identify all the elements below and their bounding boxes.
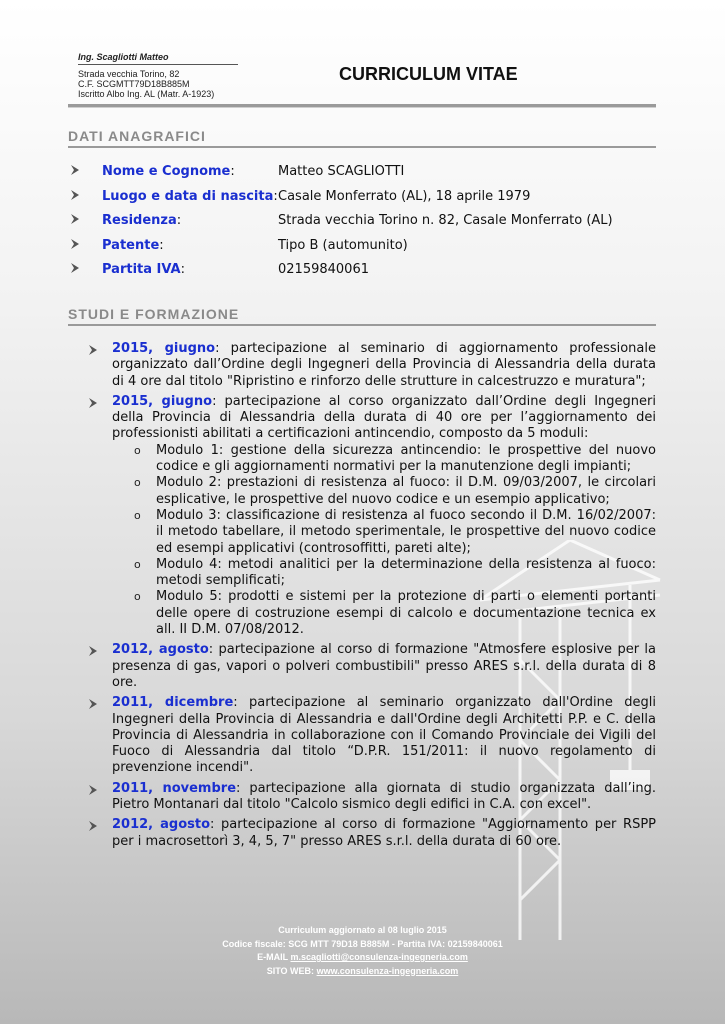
studi-entry: [88, 817, 656, 850]
dati-label: [102, 262, 278, 277]
dati-row: [68, 261, 656, 286]
studi-entry: [88, 642, 656, 691]
dati-row: [68, 188, 656, 213]
entry-date: 2011, novembre: [112, 780, 237, 796]
circle-bullet-icon: o: [134, 443, 141, 457]
arrow-bullet-icon: [88, 645, 98, 657]
entry-text: : partecipazione al seminario organizzato dall'Ordine degli Ingegneri della Provincia di Alessandria e dall'Ordine degli Architetti P.P. e C. della Provincia di Alessandria in collaborazione con il Comando Provinciale dei Vigili del Fuoco di Alessandria dal titolo “D.P.R. 151/2011: il nuovo regolamento di prevenzione incendi".: [112, 695, 657, 776]
entry-text: : partecipazione al corso di formazione "Aggiornamento per RSPP per i macrosettorì 3, 4, 5, 7" presso ARES s.r.l. della durata di 60 ore.: [112, 817, 656, 849]
footer-site-line: [0, 965, 725, 979]
dati-label-text: Nome e Cognome: [102, 164, 231, 179]
dati-label: [102, 213, 278, 228]
module-item: [134, 475, 656, 508]
header-registration: Iscritto Albo Ing. AL (Matr. A-1923): [78, 89, 215, 99]
entry-date: 2015, giugno: [112, 393, 213, 409]
circle-bullet-icon: o: [134, 476, 141, 490]
dati-label-sep: :: [176, 213, 182, 229]
header-divider: [68, 104, 656, 108]
dati-row: [68, 212, 656, 237]
dati-label: [102, 164, 278, 179]
dati-label-sep: :: [273, 188, 278, 204]
module-item: [134, 556, 656, 590]
module-text: Modulo 3: classificazione di resistenza al fuoco secondo il D.M. 16/02/2007: il metodo tabellare, il metodo sperimentale, le prospettive del nuovo codice ed esempi applicativi (controsoffitti, pareti alte);: [156, 507, 656, 556]
entry-text: : partecipazione al seminario di aggiornamento professionale organizzato dall’Ordine degli Ingegneri della Provincia di Alessandria della durata di 4 ore dal titolo "Ripristino e rinforzo delle strutture in calcestruzzo e muratura";: [112, 341, 656, 389]
module-text: Modulo 1: gestione della sicurezza antincendio: le prospettive del nuovo codice e gli aggiornamenti normativi per la manutenzione degli impianti;: [156, 442, 656, 475]
module-list: [112, 443, 656, 639]
module-item: [134, 442, 656, 476]
studi-entry: [88, 341, 656, 390]
entry-text: : partecipazione al corso organizzato dall’Ordine degli Ingegneri della Provincia di Alessandria della durata di 40 ore per l’aggiornamento dei professionisti abilitati a certificazioni antincendio, composto da 5 moduli:: [112, 393, 656, 442]
circle-bullet-icon: o: [134, 557, 141, 571]
dati-label-text: Patente: [102, 237, 160, 253]
arrow-bullet-icon: [88, 820, 98, 832]
footer-email-label: E-MAIL: [257, 952, 291, 962]
circle-bullet-icon: o: [134, 508, 141, 522]
header-name: Ing. Scagliotti Matteo: [78, 52, 238, 65]
dati-label-sep: :: [159, 237, 164, 253]
dati-value: Casale Monferrato (AL), 18 aprile 1979: [278, 188, 531, 204]
footer-email-line: [0, 951, 725, 965]
circle-bullet-icon: o: [134, 590, 141, 604]
arrow-bullet-icon: [70, 164, 80, 176]
dati-label-text: Residenza: [102, 213, 177, 229]
dati-label-text: Partita IVA: [102, 262, 181, 278]
module-text: Modulo 4: metodi analitici per la determinazione della resistenza al fuoco: metodi semplificati;: [156, 556, 656, 589]
footer-updated: Curriculum aggiornato al 08 luglio 2015: [278, 925, 447, 935]
dati-label: [102, 238, 278, 253]
section-title-studi: STUDI E FORMAZIONE: [68, 306, 656, 326]
module-item: [134, 507, 656, 557]
header-fiscal-code: C.F. SCGMTT79D18B885M: [78, 79, 190, 89]
website-link[interactable]: www.consulenza-ingegneria.com: [316, 965, 459, 976]
arrow-bullet-icon: [70, 213, 80, 225]
dati-value: Strada vecchia Torino n. 82, Casale Monferrato (AL): [278, 213, 613, 229]
entry-text: : partecipazione alla giornata di studio organizzata dall’ing. Pietro Montanari dal titolo "Calcolo sismico degli edifici in C.A. con excel".: [112, 780, 657, 813]
studi-entry: [88, 695, 656, 776]
dati-label: [102, 189, 278, 204]
studi-entry: [88, 781, 656, 814]
footer-site-label: SITO WEB:: [266, 965, 317, 976]
section-title-dati: DATI ANAGRAFICI: [68, 128, 656, 148]
entry-date: 2012, agosto: [112, 817, 211, 833]
dati-value: Matteo SCAGLIOTTI: [278, 164, 405, 179]
entry-date: 2011, dicembre: [112, 695, 234, 711]
dati-label-sep: :: [180, 262, 186, 278]
entry-text: : partecipazione al corso di formazione "Atmosfere esplosive per la presenza di gas, vapori o polveri combustibili" presso ARES s.r.l. della durata di 8 ore.: [112, 642, 656, 690]
email-link[interactable]: m.scagliotti@consulenza-ingegneria.com: [290, 952, 468, 962]
module-text: Modulo 2: prestazioni di resistenza al fuoco: il D.M. 09/03/2007, le circolari esplicative, le prospettive del nuovo codice e un esempio applicativo;: [156, 475, 656, 507]
arrow-bullet-icon: [88, 397, 98, 409]
dati-value: 02159840061: [278, 262, 369, 278]
page-title: CURRICULUM VITAE: [339, 64, 518, 84]
header-box: [78, 52, 238, 99]
dati-label-text: Luogo e data di nascita: [102, 188, 274, 204]
entry-date: 2015, giugno: [112, 341, 216, 356]
studi-list: [88, 341, 656, 854]
module-text: Modulo 5: prodotti e sistemi per la protezione di parti o elementi portanti delle opere di costruzione esempi di calcolo e documentazione tecnica ex all. II D.M. 07/08/2012.: [156, 589, 656, 638]
dati-row: [68, 163, 656, 188]
module-item: [134, 589, 656, 638]
footer: [0, 924, 725, 978]
header-address: Strada vecchia Torino, 82: [78, 69, 180, 79]
dati-list: [68, 163, 656, 286]
entry-date: 2012, agosto: [112, 642, 209, 658]
dati-row: [68, 237, 656, 262]
studi-entry: [88, 394, 656, 638]
arrow-bullet-icon: [70, 238, 80, 250]
arrow-bullet-icon: [88, 698, 98, 710]
arrow-bullet-icon: [88, 784, 98, 796]
arrow-bullet-icon: [70, 262, 80, 274]
dati-label-sep: :: [230, 164, 235, 179]
arrow-bullet-icon: [88, 344, 98, 356]
dati-value: Tipo B (automunito): [278, 237, 408, 253]
footer-fiscal: Codice fiscale: SCG MTT 79D18 B885M - Partita IVA: 02159840061: [222, 938, 503, 949]
arrow-bullet-icon: [70, 189, 80, 201]
